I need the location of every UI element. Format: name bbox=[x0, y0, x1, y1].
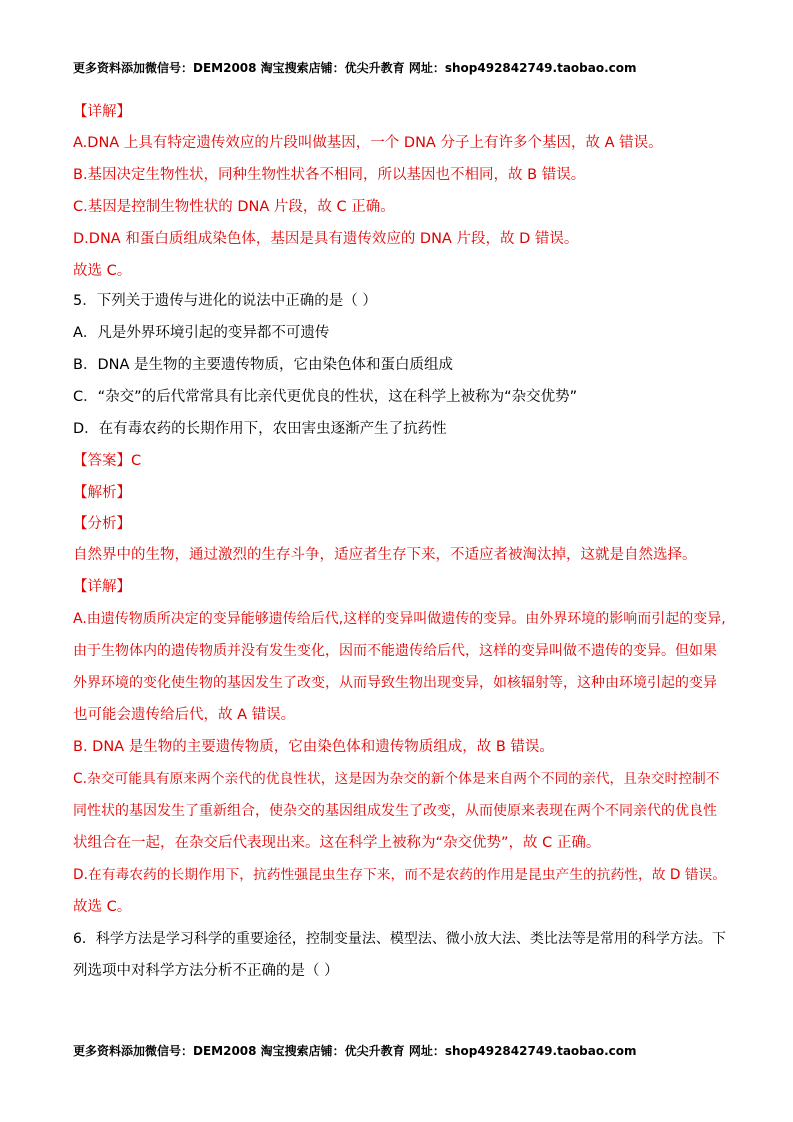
q5-answer-label: 【答案】 bbox=[73, 453, 131, 469]
q5-detail-b: B. DNA 是生物的主要遗传物质，它由染色体和遗传物质组成，故 B 错误。 bbox=[73, 739, 554, 755]
q5-answer bbox=[73, 451, 141, 471]
q4-conclusion: 故选 C。 bbox=[73, 263, 132, 279]
q5-option-d: D．在有毒农药的长期作用下，农田害虫逐渐产生了抗药性 bbox=[73, 421, 447, 437]
q5-analysis-text: 自然界中的生物，通过激烈的生存斗争，适应者生存下来，不适应者被淘汰掉，这就是自然选择。 bbox=[73, 547, 697, 563]
q5-detail-c-line3: 状组合在一起，在杂交后代表现出来。这在科学上被称为“杂交优势”，故 C 正确。 bbox=[73, 835, 601, 851]
q4-detail-b: B.基因决定生物性状，同种生物性状各不相同，所以基因也不相同，故 B 错误。 bbox=[73, 167, 586, 183]
q6-stem-line1: 6．科学方法是学习科学的重要途径，控制变量法、模型法、微小放大法、类比法等是常用的科学方法。下 bbox=[73, 931, 726, 947]
q5-stem: 5．下列关于遗传与进化的说法中正确的是（ ） bbox=[73, 293, 377, 309]
q5-conclusion: 故选 C。 bbox=[73, 899, 132, 915]
q4-detail-d: D.DNA 和蛋白质组成染色体，基因是具有遗传效应的 DNA 片段，故 D 错误。 bbox=[73, 231, 579, 247]
q5-option-c: C．“杂交”的后代常常具有比亲代更优良的性状，这在科学上被称为“杂交优势” bbox=[73, 389, 578, 405]
q5-detail-d: D.在有毒农药的长期作用下，抗药性强昆虫生存下来，而不是农药的作用是昆虫产生的抗药性，故 D 错误。 bbox=[73, 867, 727, 883]
q5-option-b: B．DNA 是生物的主要遗传物质，它由染色体和蛋白质组成 bbox=[73, 357, 453, 373]
q5-detail-c-line1: C.杂交可能具有原来两个亲代的优良性状，这是因为杂交的新个体是来自两个不同的亲代，且杂交时控制不 bbox=[73, 771, 720, 787]
q5-detail-a-line3: 外界环境的变化使生物的基因发生了改变，从而导致生物出现变异，如核辐射等，这种由环境引起的变异 bbox=[73, 675, 717, 691]
page-header: 更多资料添加微信号：DEM2008 淘宝搜索店铺：优尖升教育 网址：shop492842749.taobao.com bbox=[73, 61, 637, 75]
q6-stem-line2: 列选项中对科学方法分析不正确的是（ ） bbox=[73, 963, 339, 979]
q5-answer-value: C bbox=[131, 453, 142, 469]
q5-detail-a-line2: 由于生物体内的遗传物质并没有发生变化，因而不能遗传给后代，这样的变异叫做不遗传的变异。但如果 bbox=[73, 643, 717, 659]
q5-detail-a-line4: 也可能会遗传给后代，故 A 错误。 bbox=[73, 707, 296, 723]
q5-detail-a-line1: A.由遗传物质所决定的变异能够遗传给后代,这样的变异叫做遗传的变异。由外界环境的影响而引起的变异, bbox=[73, 611, 726, 627]
q4-detail-c: C.基因是控制生物性状的 DNA 片段，故 C 正确。 bbox=[73, 199, 395, 215]
q5-option-a: A．凡是外界环境引起的变异都不可遗传 bbox=[73, 325, 330, 341]
q4-detail-a: A.DNA 上具有特定遗传效应的片段叫做基因，一个 DNA 分子上有许多个基因，故 A 错误。 bbox=[73, 135, 663, 151]
q5-detail-c-line2: 同性状的基因发生了重新组合，使杂交的基因组成发生了改变，从而使原来表现在两个不同亲代的优良性 bbox=[73, 803, 717, 819]
page-footer: 更多资料添加微信号：DEM2008 淘宝搜索店铺：优尖升教育 网址：shop492842749.taobao.com bbox=[73, 1044, 637, 1058]
q5-analysis-heading: 【解析】 bbox=[73, 485, 131, 501]
q5-detail-heading: 【详解】 bbox=[73, 579, 131, 595]
q4-detail-heading: 【详解】 bbox=[73, 104, 131, 120]
q5-analysis-subheading: 【分析】 bbox=[73, 516, 131, 532]
